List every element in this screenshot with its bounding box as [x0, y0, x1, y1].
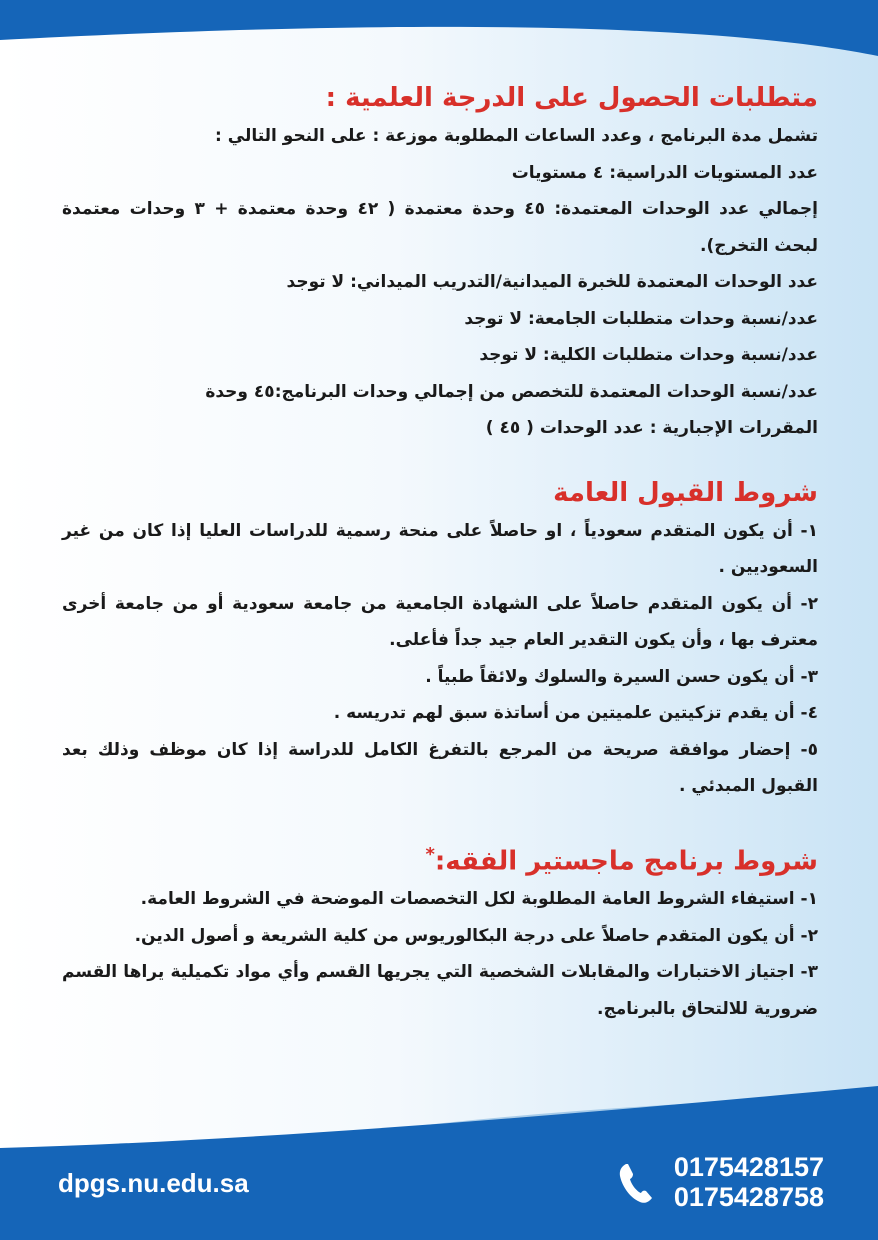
- admission-condition: ٣- أن يكون حسن السيرة والسلوك ولائقاً طبياً .: [425, 666, 818, 687]
- program-condition: ١- استيفاء الشروط العامة المطلوبة لكل التخصصات الموضحة في الشروط العامة.: [140, 889, 818, 910]
- phone-number-1[interactable]: 0175428157: [673, 1152, 824, 1182]
- program-condition: ٢- أن يكون المتقدم حاصلاً على درجة البكالوريوس من كلية الشريعة و أصول الدين.: [134, 925, 818, 946]
- requirement-line: عدد/نسبة وحدات متطلبات الجامعة: لا توجد: [464, 308, 818, 329]
- requirement-line: تشمل مدة البرنامج ، وعدد الساعات المطلوبة موزعة : على النحو التالي :: [215, 126, 818, 146]
- main-content: [62, 78, 818, 1027]
- section-heading-general-admission: شروط القبول العامة: [553, 477, 818, 508]
- admission-condition: ١- أن يكون المتقدم سعودياً ، او حاصلاً على منحة رسمية للدراسات العليا إذا كان من غير السعوديين .: [62, 520, 818, 577]
- website-link[interactable]: dpgs.nu.edu.sa: [58, 1168, 249, 1198]
- section-heading-text: شروط برنامج ماجستير الفقه:: [434, 846, 818, 877]
- phone-numbers: [674, 1152, 824, 1212]
- section-heading-degree-requirements: متطلبات الحصول على الدرجة العلمية :: [325, 83, 818, 113]
- admission-condition: ٢- أن يكون المتقدم حاصلاً على الشهادة الجامعية من جامعة سعودية أو من جامعة أخرى معترف بها ، وأن يكون التقدير العام جيد جداً فأعلى.: [62, 593, 818, 650]
- requirement-line: عدد/نسبة وحدات متطلبات الكلية: لا توجد: [479, 345, 818, 365]
- admission-condition: ٤- أن يقدم تزكيتين علميتين من أساتذة سبق لهم تدريسه .: [333, 703, 818, 723]
- phone-icon: [616, 1160, 656, 1206]
- requirement-line: عدد المستويات الدراسية: ٤ مستويات: [511, 162, 818, 183]
- requirement-line: إجمالي عدد الوحدات المعتمدة: ٤٥ وحدة معتمدة ( ٤٢ وحدة معتمدة + ٣ وحدات معتمدة لبحث التخرج).: [62, 199, 818, 256]
- requirement-line: المقررات الإجبارية : عدد الوحدات ( ٤٥ ): [485, 418, 818, 438]
- star-marker: *: [425, 843, 435, 865]
- admission-condition: ٥- إحضار موافقة صريحة من المرجع بالتفرغ الكامل للدراسة إذا كان موظف وذلك بعد القبول المبدئي .: [62, 739, 818, 796]
- section-heading-fiqh-master: [62, 835, 818, 882]
- phone-number-2[interactable]: 0175428758: [673, 1182, 824, 1212]
- requirement-line: عدد/نسبة الوحدات المعتمدة للتخصص من إجمالي وحدات البرنامج:٤٥ وحدة: [205, 381, 818, 402]
- program-condition: ٣- اجتياز الاختبارات والمقابلات الشخصية التي يجريها القسم وأي مواد تكميلية يراها القسم ضرورية للالتحاق بالبرنامج.: [62, 962, 818, 1019]
- requirement-line: عدد الوحدات المعتمدة للخبرة الميدانية/التدريب الميداني: لا توجد: [286, 272, 818, 292]
